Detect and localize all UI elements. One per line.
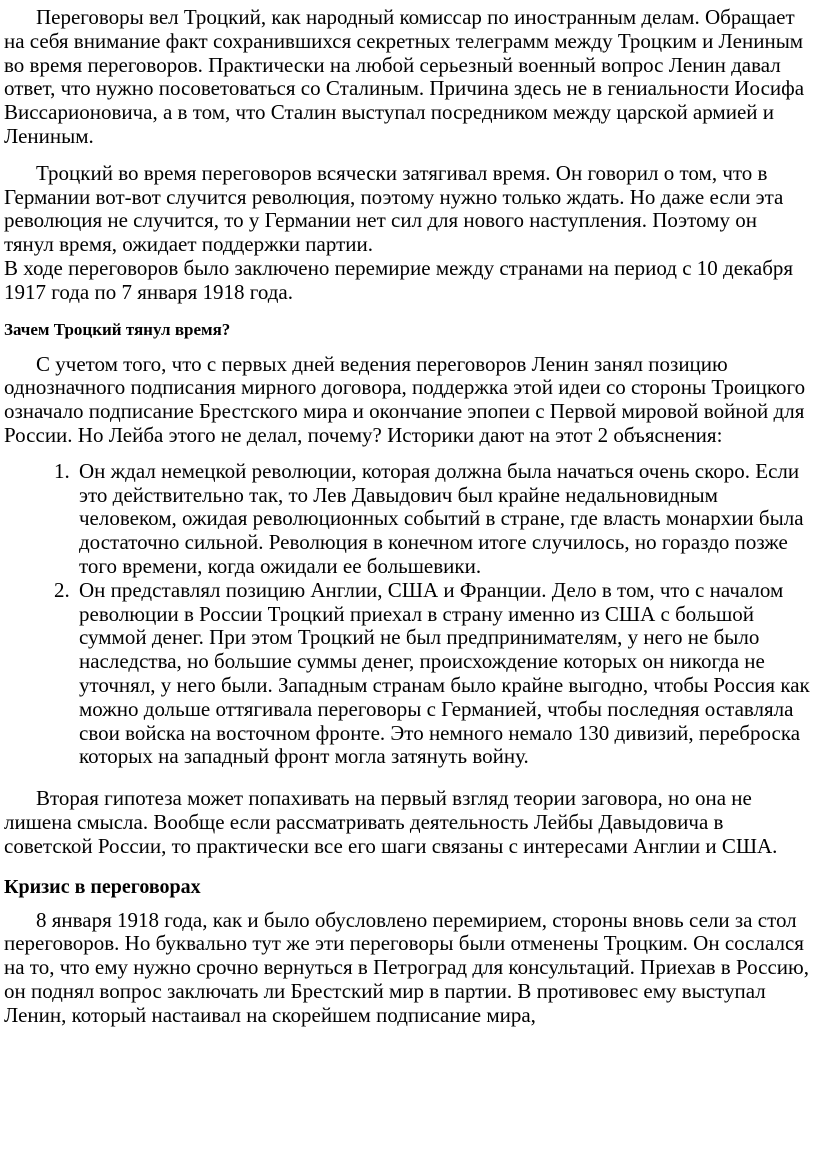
section-heading-crisis: Кризис в переговорах	[4, 875, 201, 898]
section-heading-why-delay: Зачем Троцкий тянул время?	[4, 319, 231, 339]
list-item-number: 1.	[54, 458, 70, 483]
paragraph-armistice: В ходе переговоров было заключено перемирие между странами на период с 10 декабря 1917 года по 7 января 1918 года.	[4, 255, 794, 304]
paragraph-trotsky-delayed-time: Троцкий во время переговоров всячески затягивал время. Он говорил о том, что в Германии вот-вот случится революция, поэтому нужно только ждать. Но даже если эта революция не случится, то у Германии нет сил для нового наступления. Поэтому он тянул время, ожидает поддержки партии.	[4, 160, 784, 257]
explanations-list	[4, 460, 812, 769]
paragraph-lenin-position: С учетом того, что с первых дней ведения переговоров Ленин занял позицию однозначного подписания мирного договора, поддержка этой идеи со стороны Троицкого означало подписание Брестского мира и окончание эпопеи с Первой мировой войной для России. Но Лейба этого не делал, почему? Историки дают на этот 2 объяснения:	[4, 351, 806, 447]
list-item-number: 2.	[54, 577, 70, 602]
list-item-text: Он ждал немецкой революции, которая должна была начаться очень скоро. Если это действительно так, то Лев Давыдович был крайне недальновидным человеком, ожидая революционных событий в стране, где власть монархии была достаточно сильной. Революция в конечном итоге случилось, но гораздо позже того времени, когда ожидали ее большевики.	[79, 458, 804, 578]
paragraph-second-hypothesis: Вторая гипотеза может попахивать на первый взгляд теории заговора, но она не лишена смысла. Вообще если рассматривать деятельность Лейбы Давыдовича в советской России, то практически все его шаги связаны с интересами Англии и США.	[4, 786, 778, 858]
list-item	[4, 460, 812, 579]
paragraph-january-8: 8 января 1918 года, как и было обусловлено перемирием, стороны вновь сели за стол переговоров. Но буквально тут же эти переговоры были отменены Троцким. Он сослался на то, что ему нужно срочно вернуться в Петроград для консультаций. Приехав в Россию, он поднял вопрос заключать ли Брестский мир в партии. В противовес ему выступал Ленин, который настаивал на скорейшем подписание мира,	[4, 907, 809, 1027]
paragraph-negotiations-led-by-trotsky: Переговоры вел Троцкий, как народный комиссар по иностранным делам. Обращает на себя внимание факт сохранившихся секретных телеграмм между Троцким и Лениным во время переговоров. Практически на любой серьезный военный вопрос Ленин давал ответ, что нужно посоветоваться со Сталиным. Причина здесь не в гениальности Иосифа Виссарионовича, а в том, что Сталин выступал посредником между царской армией и Лениным.	[4, 5, 805, 148]
list-item	[4, 579, 812, 769]
list-item-text: Он представлял позицию Англии, США и Франции. Дело в том, что с началом революции в России Троцкий приехал в страну именно из США с большой суммой денег. При этом Троцкий не был предпринимателям, у него не было наследства, но большие суммы денег, происхождение которых он никогда не уточнял, у него были. Западным странам было крайне выгодно, чтобы Россия как можно дольше оттягивала переговоры с Германией, чтобы последняя оставляла свои войска на восточном фронте. Это немного немало 130 дивизий, переброска которых на западный фронт могла затянуть войну.	[79, 577, 810, 769]
